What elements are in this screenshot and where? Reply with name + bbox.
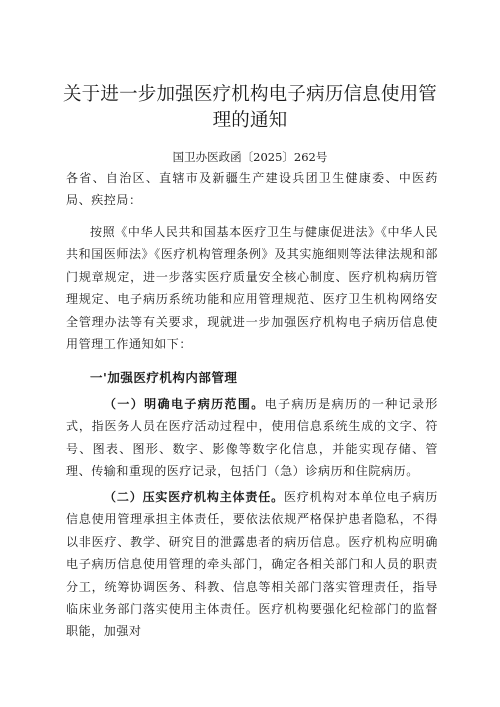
addressee: 各省、自治区、直辖市及新疆生产建设兵团卫生健康委、中医药局、疾控局： bbox=[66, 171, 438, 208]
document-title: 关于进一步加强医疗机构电子病历信息使用管理的通知 bbox=[62, 84, 437, 131]
paragraph-1-text: 电子病历是病历的一种记录形式，指医务人员在医疗活动过程中，使用信息系统生成的文字、符号、图表、图形、数字、影像等数字化信息，并能实现存储、管理、传输和重现的医疗记录，包括门（急）诊病历和住院病历。 bbox=[66, 397, 438, 479]
paragraph-2-text: 医疗机构对本单位电子病历信息使用管理承担主体责任，要依法依规严格保护患者隐私，不得以非医疗、教学、研究目的泄露患者的病历信息。医疗机构应明确电子病历信息使用管理的牵头部门，确定各相关部门和人员的职责分工，统筹协调医务、科教、信息等相关部门落实管理责任，指导临床业务部门落实使用主体责任。医疗机构要强化纪检部门的监督职能，加强对 bbox=[66, 490, 438, 639]
paragraph-2-lead: （二）压实医疗机构主体责任。 bbox=[104, 490, 284, 504]
paragraph-1-lead: （一）明确电子病历范围。 bbox=[104, 397, 265, 411]
intro-paragraph: 按照《中华人民共和国基本医疗卫生与健康促进法》《中华人民共和国医师法》《医疗机构管理条例》及其实施细则等法律法规和部门规章规定，进一步落实医疗质量安全核心制度、医疗机构病历管理规定、电子病历系统功能和应用管理规范、医疗卫生机构网络安全管理办法等有关要求，现就进一步加强医疗机构电子病历信息使用管理工作通知如下： bbox=[66, 225, 439, 352]
paragraph-2 bbox=[66, 486, 438, 643]
section-heading: 一'加强医疗机构内部管理 bbox=[90, 370, 238, 385]
document-number: 国卫办医政函〔2025〕262号 bbox=[172, 150, 328, 164]
paragraph-1 bbox=[66, 393, 438, 483]
